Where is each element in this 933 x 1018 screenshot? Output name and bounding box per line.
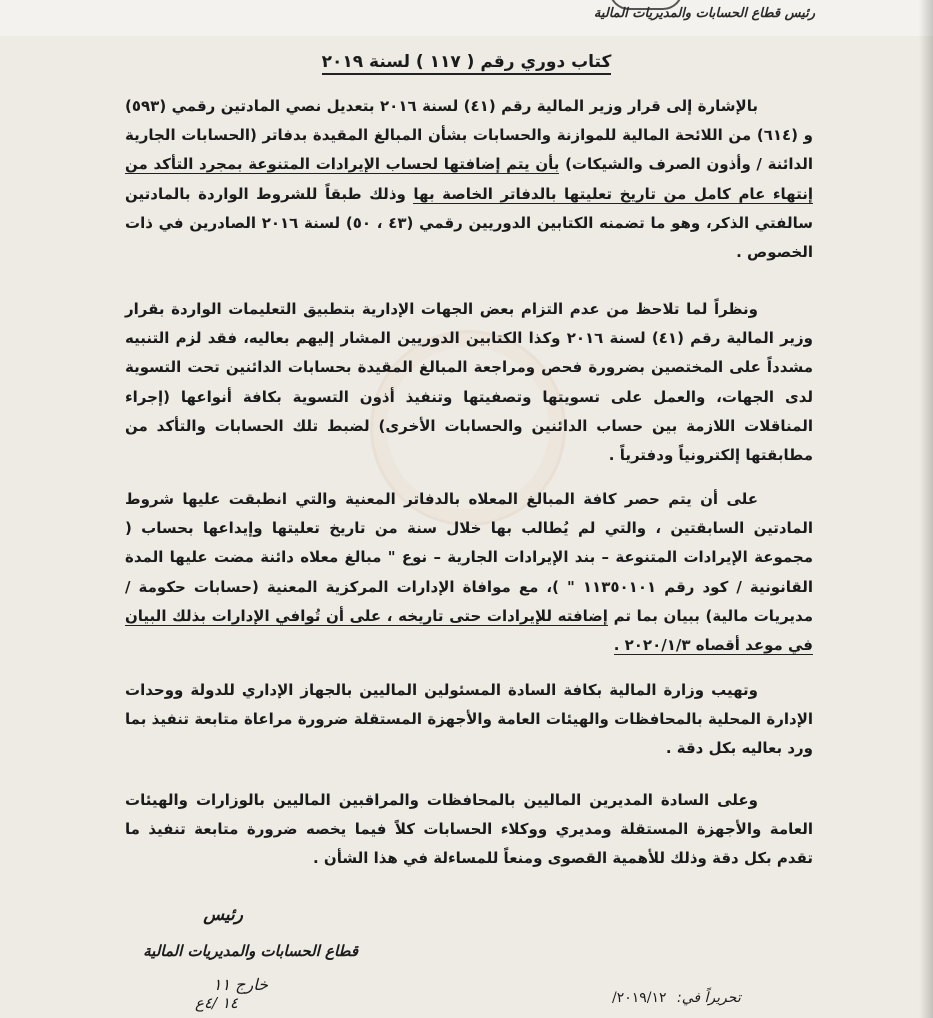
paragraph-4: وتهيب وزارة المالية بكافة السادة المسئولين الماليين بالجهاز الإداري للدولة ووحدات الإدارة المحلية بالمحافظات والهيئات العامة والأجهزة المستقلة ضرورة مراعاة متابعة تنفيذ بما ورد بعاليه بكل دقة . bbox=[125, 681, 813, 758]
paragraph-1 bbox=[125, 92, 813, 267]
paragraph-3-body: على أن يتم حصر كافة المبالغ المعلاه بالدفاتر المعنية والتي انطبقت عليها شروط المادتين السابقتين ، والتي لم يُطالب بها خلال سنة من تاريخ تعليتها وإيداعها بحساب ( مجموعة الإيرادات المتنوعة – بند الإيرادات الجارية – نوع " مبالغ معلاه دائنة مضت عليها المدة القانونية / كود رقم ١١٣٥٠١٠١ " )، مع موافاة الإدارات المركزية المعنية (حسابات حكومة / مديريات مالية) ببيان بما تم bbox=[125, 490, 813, 625]
paragraph-1-emphasis: بأن يتم إضافتها لحساب الإيرادات المتنوعة بمجرد التأكد من إنتهاء عام كامل من تاريخ تعليتها بالدفاتر الخاصة بها bbox=[125, 155, 813, 203]
handwritten-reference-2: ١٤ /٤ع bbox=[195, 994, 238, 1012]
paragraph-5: وعلى السادة المديرين الماليين بالمحافظات والمراقبين الماليين بالوزارات والهيئات العامة والأجهزة المستقلة ومديري ووكلاء الحسابات كلاً فيما يخصه ضرورة متابعة تنفيذ ما تقدم بكل دقة وذلك للأهمية القصوى ومنعاً للمساءلة في هذا الشأن . bbox=[125, 791, 813, 868]
letterhead-label: رئيس قطاع الحسابات والمديريات المالية bbox=[593, 6, 815, 21]
issue-date-label: تحريراً في: bbox=[677, 990, 741, 1006]
document-title bbox=[0, 52, 933, 72]
paragraph-2: ونظراً لما تلاحظ من عدم التزام بعض الجهات الإدارية بتطبيق التعليمات الواردة بقرار وزير المالية رقم (٤١) لسنة ٢٠١٦ وكذا الكتابين الدوريين المشار إليهم بعاليه، فقد لزم التنبيه مشدداً على المختصين بضرورة فحص ومراجعة المبالغ المقيدة بحسابات الدائنين تحت التسوية لدى الجهات، والعمل على تسويتها وتصفيتها وتنفيذ أذون التسوية بكافة أنواعها (إجراء المناقلات اللازمة بين حساب الدائنين والحسابات الأخرى) لضبط تلك الحسابات والتأكد من مطابقتها إلكترونياً ودفترياً . bbox=[125, 300, 814, 465]
signature-department: قطاع الحسابات والمديريات المالية bbox=[143, 942, 358, 960]
paragraph-1-intro: بالإشارة إلى قرار وزير المالية رقم (٤١) لسنة ٢٠١٦ بتعديل نصي المادتين رقمي (٥٩٣) و (٦١٤) من اللائحة المالية للموازنة والحسابات بشأن المبالغ المقيدة بدفاتر (الحسابات الجارية الدائنة / وأذون الصرف والشيكات) bbox=[125, 97, 814, 174]
issue-date bbox=[612, 990, 741, 1006]
document-title-text: كتاب دوري رقم ( ١١٧ ) لسنة ٢٠١٩ bbox=[322, 52, 612, 75]
handwritten-reference-1: خارج ١١ bbox=[212, 975, 268, 994]
page-edge-shadow bbox=[919, 0, 933, 1018]
signature-title: رئيس bbox=[203, 905, 243, 925]
paragraph-1-end: وذلك طبقاً للشروط الواردة بالمادتين سالفتي الذكر، وهو ما تضمنه الكتابين الدوريين رقمي (٤٣ ، ٥٠) لسنة ٢٠١٦ الصادرين في ذات الخصوص . bbox=[125, 184, 813, 262]
paragraph-3-deadline: إضافته للإيرادات حتى تاريخه ، على أن تُوافي الإدارات بذلك البيان في موعد أقصاه ٢٠٢٠/١/٣ . bbox=[125, 606, 813, 655]
issue-date-value: ٢٠١٩/١٢/ bbox=[612, 990, 667, 1006]
paragraph-3 bbox=[125, 485, 813, 660]
